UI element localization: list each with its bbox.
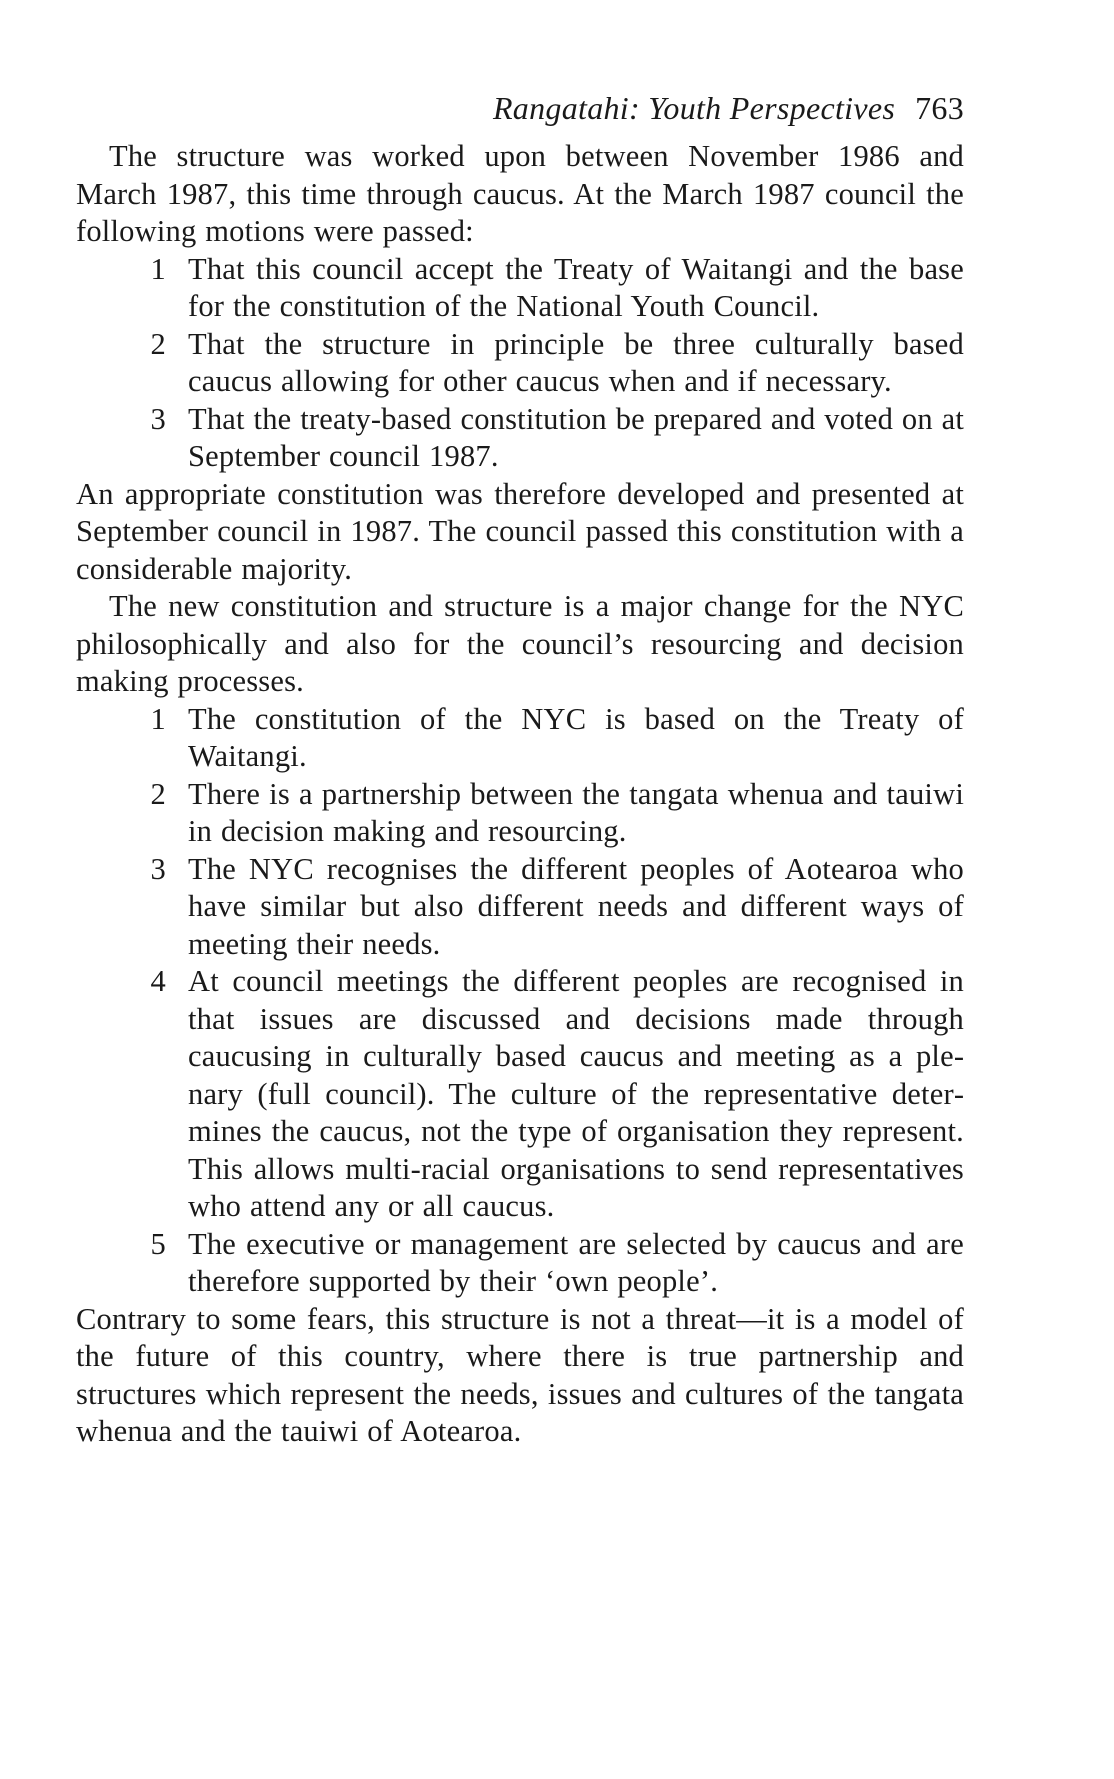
- list-item-text: That this council accept the Treaty of Waitangi and the base for the constitution of the National Youth Council.: [188, 251, 964, 323]
- running-title: Rangatahi: Youth Perspectives: [492, 90, 896, 126]
- list-item: [76, 401, 964, 476]
- list-item: [76, 1226, 964, 1301]
- list-item-text: There is a partnership between the tangata whenua and tauiwi in decision making and resourcing.: [188, 776, 964, 848]
- list-item: [76, 251, 964, 326]
- list-item-number: 2: [150, 776, 166, 811]
- list-item: [76, 851, 964, 964]
- page-number: 763: [915, 90, 964, 126]
- list-item: [76, 326, 964, 401]
- list-item-number: 3: [150, 401, 166, 436]
- list-item-text: That the treaty-based constitution be prepared and voted on at September council 1987.: [188, 401, 965, 473]
- list-item-number: 5: [150, 1226, 166, 1261]
- list-item: [76, 963, 964, 1226]
- list-item-number: 1: [150, 701, 166, 736]
- changes-list: [76, 701, 964, 1301]
- list-item-text: The NYC recognises the different peoples of Aotearoa who have similar but also different needs and different ways of meeting their needs.: [188, 851, 964, 961]
- list-item-text: At council meetings the different peoples are recognised in that issues are discussed and decisions made through caucusing in culturally based caucus and meeting as a plenary (full council). The culture of the representative determines the caucus, not the type of organisation they represent. This allows multi-racial organisations to send representatives who attend any or all caucus.: [188, 964, 964, 1223]
- list-item-text: The executive or management are selected by caucus and are therefore supported by their ‘own people’.: [188, 1226, 964, 1298]
- list-item-text: The constitution of the NYC is based on the Treaty of Waitangi.: [188, 701, 964, 773]
- list-item-number: 4: [150, 964, 166, 998]
- body-text: [76, 138, 964, 1451]
- paragraph-constitution-developed: An appropriate constitution was therefore developed and presented at September council in 1987. The council passed this constitution with a considerable majority.: [76, 476, 964, 586]
- list-item-number: 1: [150, 251, 166, 286]
- paragraph-major-change: The new constitution and structure is a major change for the NYC philosophically and also for the council’s resourcing and decision making processes.: [76, 589, 964, 698]
- paragraph-structure-intro: The structure was worked upon between November 1986 and March 1987, this time through caucus. At the March 1987 council the following motions were passed:: [76, 139, 964, 248]
- running-head: [76, 88, 964, 128]
- paragraph-conclusion: Contrary to some fears, this structure is not a threat—it is a model of the future of this country, where there is true partnership and structures which represent the needs, issues and cultures of the tangata whenua and the tauiwi of Aotearoa.: [76, 1301, 964, 1448]
- motions-list: [76, 251, 964, 476]
- list-item: [76, 701, 964, 776]
- list-item-number: 2: [150, 326, 166, 361]
- list-item: [76, 776, 964, 851]
- list-item-number: 3: [150, 851, 166, 886]
- list-item-text: That the structure in principle be three culturally based caucus allowing for other caucus when and if necessary.: [188, 326, 964, 398]
